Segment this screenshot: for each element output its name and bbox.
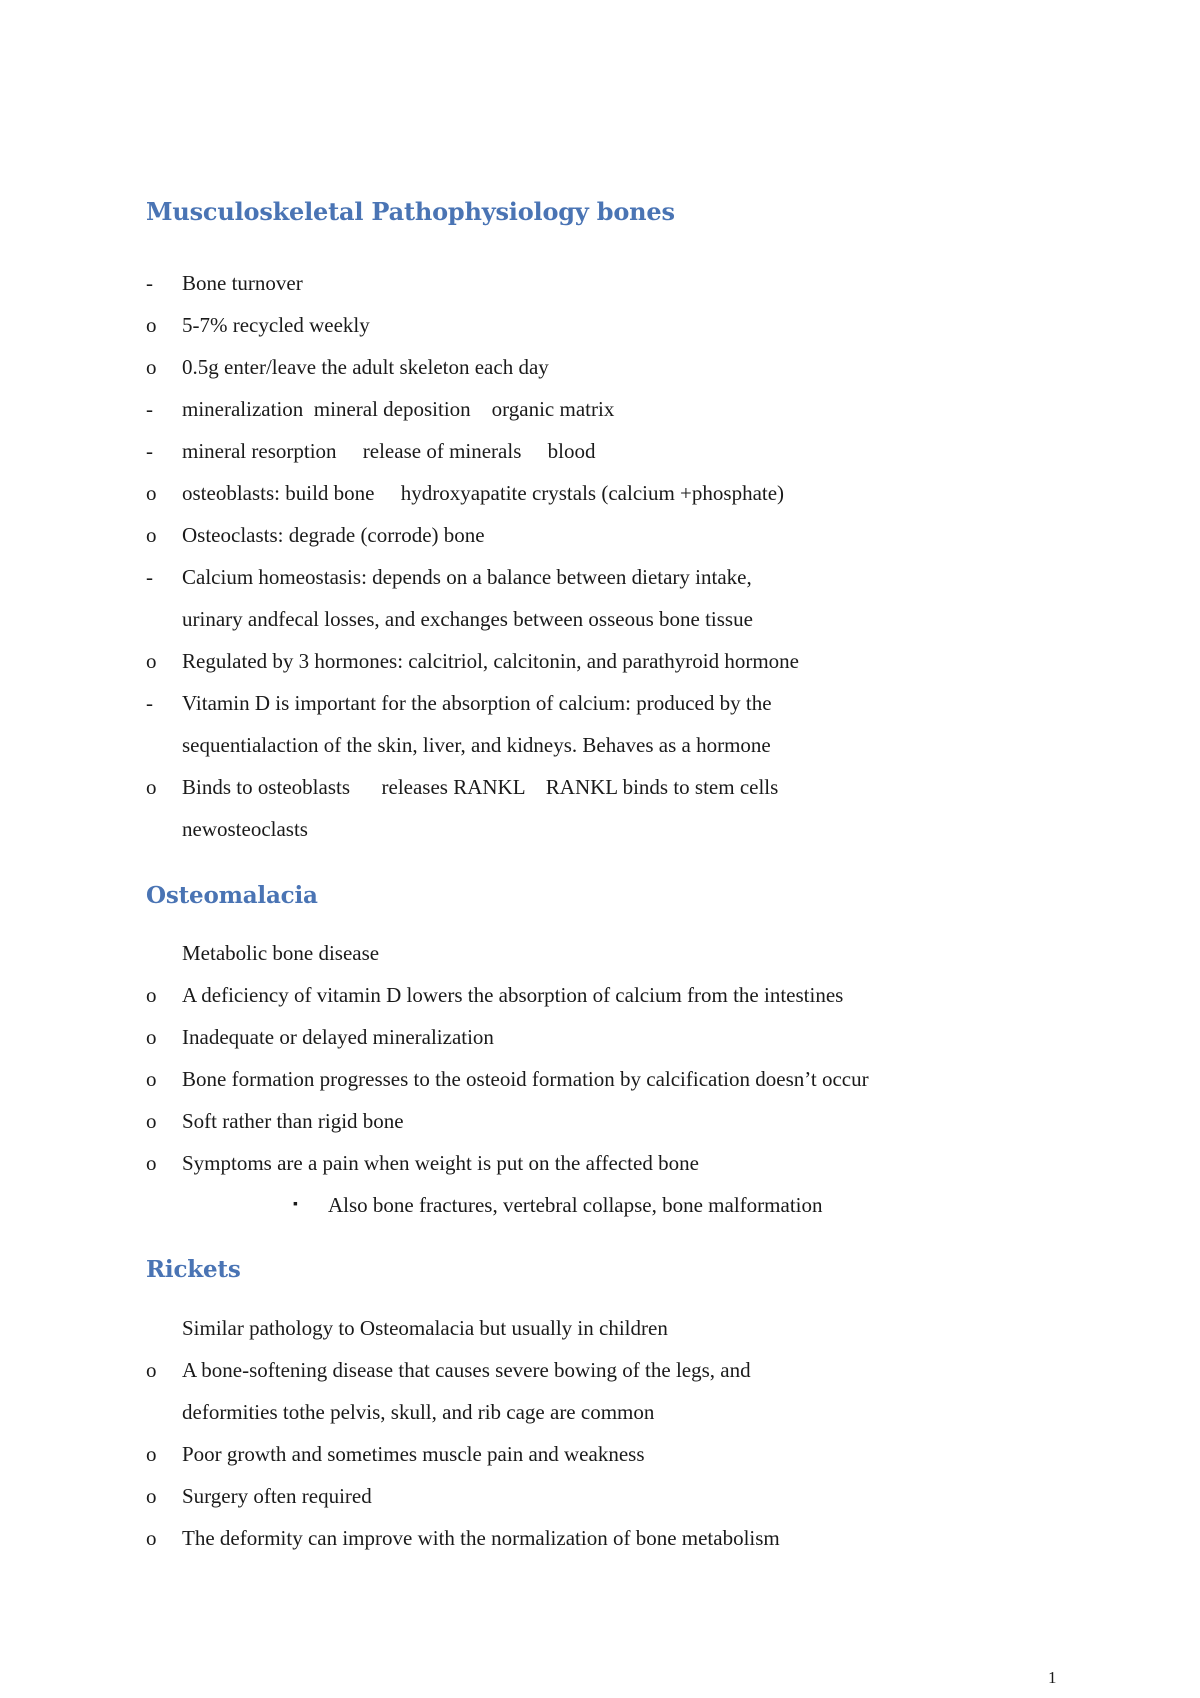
list-item-text: deformities tothe pelvis, skull, and rib cage are common [182, 1400, 655, 1424]
circle-bullet: o [146, 1526, 157, 1550]
list-item-text: Similar pathology to Osteomalacia but usually in children [182, 1316, 668, 1340]
list-item-text: sequentialaction of the skin, liver, and kidneys. Behaves as a hormone [182, 733, 771, 757]
circle-bullet: o [146, 983, 157, 1007]
list-item-text: Calcium homeostasis: depends on a balance between dietary intake, [182, 565, 752, 589]
circle-bullet: o [146, 1109, 157, 1133]
circle-bullet: o [146, 1442, 157, 1466]
circle-bullet: o [146, 523, 157, 547]
list-item-text: Inadequate or delayed mineralization [182, 1025, 494, 1049]
list-item-text: mineral resorption release of minerals blood [182, 439, 596, 463]
circle-bullet: o [146, 775, 157, 799]
circle-bullet: o [146, 355, 157, 379]
circle-bullet: o [146, 1358, 157, 1382]
page-number: 1 [1048, 1668, 1057, 1687]
list-item-text: Bone turnover [182, 271, 303, 295]
list-item-text: urinary andfecal losses, and exchanges between osseous bone tissue [182, 607, 753, 631]
dash-bullet: - [146, 565, 153, 589]
section-heading-rickets: Rickets [146, 1256, 241, 1283]
list-item-text: Soft rather than rigid bone [182, 1109, 404, 1133]
circle-bullet: o [146, 649, 157, 673]
list-item-text: newosteoclasts [182, 817, 308, 841]
dash-bullet: - [146, 439, 153, 463]
dash-bullet: - [146, 271, 153, 295]
list-item-text: Binds to osteoblasts releases RANKL RANKL binds to stem cells [182, 775, 779, 799]
square-bullet: ▪ [293, 1197, 298, 1212]
circle-bullet: o [146, 1025, 157, 1049]
list-item-text: 0.5g enter/leave the adult skeleton each day [182, 355, 549, 379]
list-item-text: osteoblasts: build bone hydroxyapatite crystals (calcium +phosphate) [182, 481, 785, 505]
circle-bullet: o [146, 1067, 157, 1091]
list-item-text: Metabolic bone disease [182, 941, 380, 965]
list-item-text: Also bone fractures, vertebral collapse, bone malformation [328, 1193, 823, 1217]
list-item-text: The deformity can improve with the normalization of bone metabolism [182, 1526, 780, 1550]
list-item-text: A deficiency of vitamin D lowers the absorption of calcium from the intestines [182, 983, 844, 1007]
circle-bullet: o [146, 481, 157, 505]
list-item-text: 5-7% recycled weekly [182, 313, 370, 337]
list-item-text: Symptoms are a pain when weight is put on the affected bone [182, 1151, 699, 1175]
list-item-text: mineralization mineral deposition organic matrix [182, 397, 615, 421]
page-title: Musculoskeletal Pathophysiology bones [146, 197, 675, 226]
circle-bullet: o [146, 1484, 157, 1508]
dash-bullet: - [146, 691, 153, 715]
circle-bullet: o [146, 313, 157, 337]
list-item-text: Regulated by 3 hormones: calcitriol, calcitonin, and parathyroid hormone [182, 649, 799, 673]
list-item-text: Surgery often required [182, 1484, 372, 1508]
list-item-text: Bone formation progresses to the osteoid formation by calcification doesn’t occur [182, 1067, 869, 1091]
list-item-text: Poor growth and sometimes muscle pain and weakness [182, 1442, 645, 1466]
circle-bullet: o [146, 1151, 157, 1175]
list-item-text: Vitamin D is important for the absorption of calcium: produced by the [182, 691, 772, 715]
dash-bullet: - [146, 397, 153, 421]
list-item-text: Osteoclasts: degrade (corrode) bone [182, 523, 485, 547]
list-item-text: A bone-softening disease that causes severe bowing of the legs, and [182, 1358, 751, 1382]
section-heading-osteomalacia: Osteomalacia [146, 882, 318, 909]
